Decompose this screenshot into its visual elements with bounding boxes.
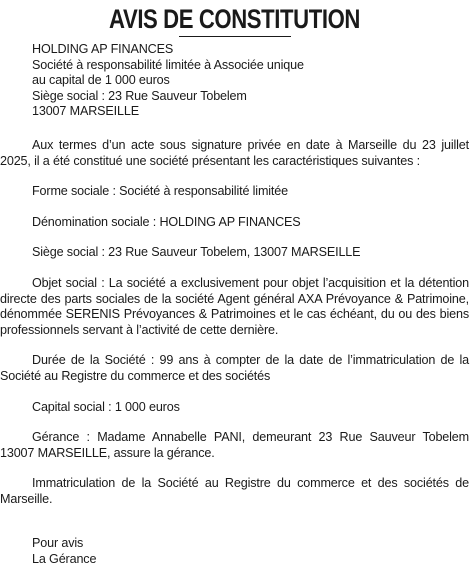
notice-title: AVIS DE CONSTITUTION (109, 4, 360, 34)
company-header (0, 42, 469, 120)
objet-social: Objet social : La société a exclusivement pour objet l’acquisition et la détention directe des parts sociales de la société Agent général AXA Prévoyance & Patrimoine, dénommée SERENIS Prévoyances & Patrimoines et le cas échéant, du ou des biens professionnels servant à l’activité de cette dernière. (0, 275, 469, 337)
denomination-sociale: Dénomination sociale : HOLDING AP FINANCES (32, 214, 301, 229)
siege-social: Siège social : 23 Rue Sauveur Tobelem, 13007 MARSEILLE (32, 245, 361, 260)
gerance: Gérance : Madame Annabelle PANI, demeurant 23 Rue Sauveur Tobelem 13007 MARSEILLE, assure la gérance. (0, 430, 469, 460)
forme-sociale: Forme sociale : Société à responsabilité limitée (32, 184, 288, 199)
company-form: Société à responsabilité limitée à Associée unique (32, 57, 304, 72)
signature-pour-avis: Pour avis (32, 536, 84, 551)
company-address: Siège social : 23 Rue Sauveur Tobelem (32, 88, 247, 103)
company-name: HOLDING AP FINANCES (32, 42, 174, 56)
immatriculation: Immatriculation de la Société au Registre du commerce et des sociétés de Marseille. (0, 476, 469, 506)
duree-societe: Durée de la Société : 99 ans à compter de la date de l’immatriculation de la Société au Registre du commerce et des sociétés (0, 353, 469, 383)
title-underline (179, 36, 291, 37)
signature-gerance: La Gérance (32, 552, 97, 567)
company-city: 13007 MARSEILLE (32, 104, 139, 119)
company-capital: au capital de 1 000 euros (32, 73, 170, 88)
notice-body (0, 138, 469, 508)
capital-social: Capital social : 1 000 euros (32, 399, 180, 414)
signature-block (0, 536, 469, 567)
intro-paragraph: Aux termes d’un acte sous signature privée en date à Marseille du 23 juillet 2025, il a été constitué une société présentant les caractéristiques suivantes : (0, 137, 469, 168)
